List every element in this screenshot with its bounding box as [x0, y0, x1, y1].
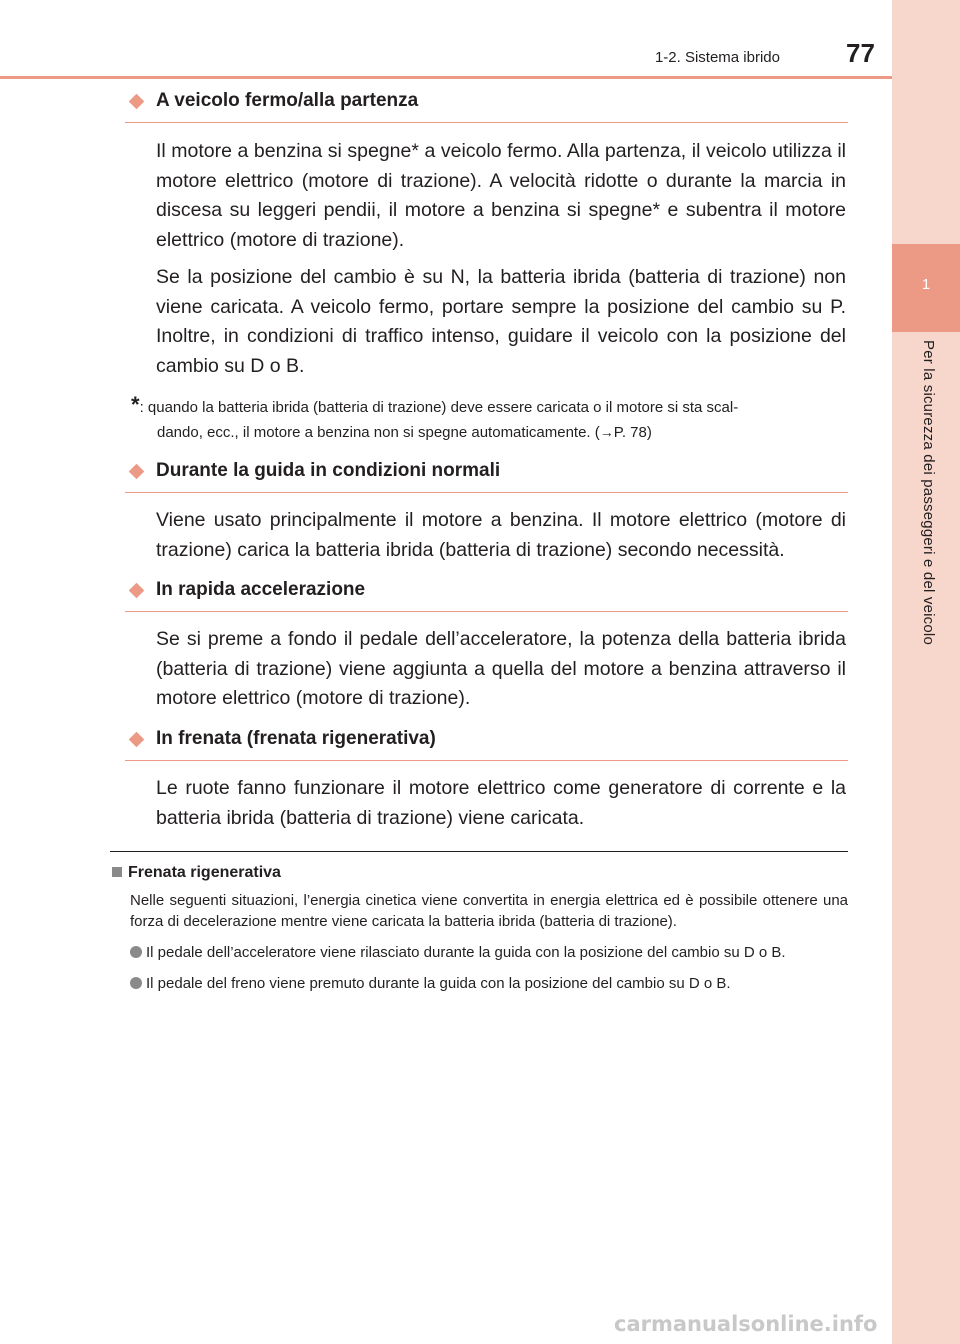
- list-item-text: Il pedale del freno viene premuto durante la guida con la posizione del cambio su D o B.: [146, 975, 731, 992]
- page-number: 77: [846, 38, 875, 68]
- section-heading-text: Durante la guida in condizioni normali: [156, 460, 501, 481]
- notes-heading-text: Frenata rigenerativa: [128, 864, 281, 881]
- footnote-line1: : quando la batteria ibrida (batteria di trazione) deve essere caricata o il motore si sta scal-: [139, 399, 739, 416]
- chapter-title: Per la sicurezza dei passeggeri e del veicolo: [920, 340, 937, 645]
- diamond-icon: [129, 94, 145, 110]
- footnote-line2: dando, ecc., il motore a benzina non si spegne automaticamente. (: [157, 424, 600, 441]
- bullet-dot-icon: [130, 946, 142, 958]
- square-bullet-icon: [112, 867, 122, 877]
- paragraph: Il motore a benzina si spegne* a veicolo fermo. Alla partenza, il veicolo utilizza il motore elettrico (motore di trazione). A velocità ridotte o durante la marcia in discesa su leggeri pendii, il motore a benzina si spegne* e subentra il motore elettrico (motore di trazione).: [156, 140, 846, 251]
- section-title: 1-2. Sistema ibrido: [654, 49, 780, 66]
- header-rule: [0, 76, 892, 79]
- footnote-marker: *: [131, 392, 140, 417]
- section-heading: [125, 90, 848, 123]
- list-item-text: Il pedale dell’acceleratore viene rilasciato durante la guida con la posizione del cambio su D o B.: [146, 944, 786, 961]
- bullet-dot-icon: [130, 977, 142, 989]
- section-body: [156, 774, 846, 833]
- watermark: carmanualsonline.info: [614, 1312, 878, 1336]
- section-heading-text: In rapida accelerazione: [156, 579, 366, 600]
- paragraph: Se la posizione del cambio è su N, la batteria ibrida (batteria di trazione) non viene caricata. A veicolo fermo, portare sempre la posizione del cambio su P. Inoltre, in condizioni di traffico intenso, guidare il veicolo con la posizione del cambio su D o B.: [156, 266, 846, 377]
- paragraph: Le ruote fanno funzionare il motore elettrico come generatore di corrente e la batteria ibrida (batteria di trazione) viene caricata.: [156, 777, 846, 829]
- diamond-icon: [129, 583, 145, 599]
- section-body: [156, 625, 846, 714]
- notes-divider: [110, 851, 848, 852]
- notes-box: [112, 864, 848, 994]
- list-item: [130, 942, 848, 963]
- section-heading-text: In frenata (frenata rigenerativa): [156, 728, 436, 749]
- footnote-page-ref[interactable]: P. 78): [613, 424, 652, 441]
- paragraph: Viene usato principalmente il motore a benzina. Il motore elettrico (motore di trazione) carica la batteria ibrida (batteria di trazione) secondo necessità.: [156, 509, 846, 561]
- notes-text: Nelle seguenti situazioni, l’energia cinetica viene convertita in energia elettrica ed è possibile ottenere una forza di decelerazione mentre viene caricata la batteria ibrida (batteria di trazione).: [130, 892, 848, 930]
- chapter-tab-number: 1: [921, 276, 931, 293]
- notes-heading: [112, 864, 848, 882]
- diamond-icon: [129, 464, 145, 480]
- section-heading: [125, 579, 848, 612]
- section-heading: [125, 728, 848, 761]
- diamond-icon: [129, 732, 145, 748]
- list-item: [130, 973, 848, 994]
- section-heading: [125, 460, 848, 493]
- paragraph: Se si preme a fondo il pedale dell’acceleratore, la potenza della batteria ibrida (batteria di trazione) viene aggiunta a quella del motore a benzina attraverso il motore elettrico (motore di trazione).: [156, 628, 846, 709]
- section-body: [156, 506, 846, 565]
- arrow-right-icon: →: [599, 424, 614, 440]
- section-body: [156, 137, 846, 381]
- footnote: [131, 392, 846, 445]
- section-heading-text: A veicolo fermo/alla partenza: [156, 90, 419, 111]
